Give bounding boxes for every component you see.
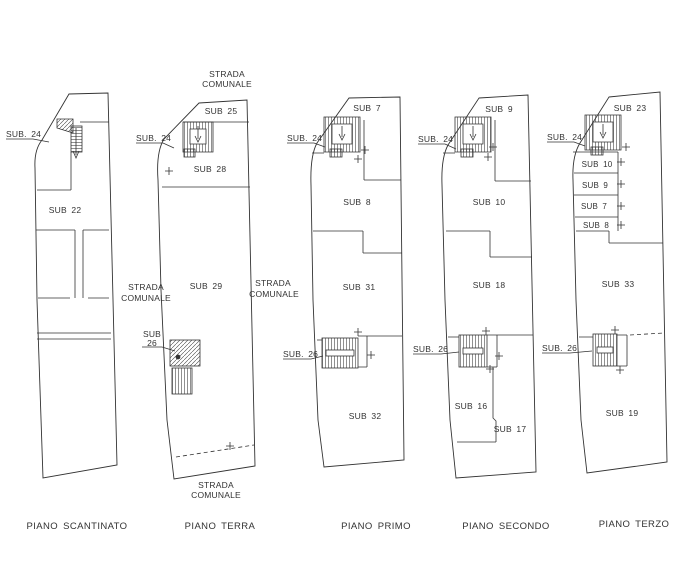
plan5-dashed-line [630,333,664,335]
stair-arrow-p5 [600,124,606,138]
room-label-sub7-p3: SUB 7 [353,103,381,113]
stair-stub-p3 [330,149,342,157]
survey-cross-p2-edge [165,167,173,175]
floor-title-terzo: PIANO TERZO [598,519,670,530]
room-label-sub29: SUB 29 [189,281,223,291]
stair-mid-p2-upper [170,340,200,366]
floor-title-terra: PIANO TERRA [184,521,256,532]
plan5-sub24-leader [547,142,585,146]
street-label-mid-line2: COMUNALE [249,289,299,299]
street-label-bottom-line1: STRADA [198,480,234,490]
floor-title-secondo: PIANO SECONDO [462,521,550,532]
stair-stub-p5 [591,147,603,155]
leader-label-sub26-p4: SUB. 26 [413,344,449,354]
street-label-left-line1: STRADA [128,282,164,292]
stair-winder-p1 [57,119,73,133]
plan2-dashed-line [176,445,254,457]
plan2-sub24-leader [136,143,174,148]
plan-piano-secondo [413,95,550,532]
stair-flight-p1 [71,126,82,152]
survey-crosses-p3 [354,146,375,359]
room-label-sub19: SUB 19 [605,408,639,418]
plan3-walls [312,120,402,367]
room-label-sub10-p5: SUB 10 [581,160,613,169]
room-label-sub8-p5: SUB 8 [582,221,610,230]
room-label-sub32: SUB 32 [348,411,382,421]
room-label-sub7-p5: SUB 7 [580,202,608,211]
room-label-sub22: SUB 22 [48,205,82,215]
floor-title-scantinato: PIANO SCANTINATO [26,521,128,532]
leader-label-sub26-p2-line1: SUB [142,329,162,339]
street-label-mid-line1: STRADA [255,278,291,288]
room-label-sub9-p5: SUB 9 [581,181,609,190]
room-label-sub17: SUB 17 [493,424,527,434]
room-label-sub9-p4: SUB 9 [485,104,513,114]
leader-label-sub26-p2-line2: 26 [147,338,157,348]
plan4-sub24-leader [418,144,456,149]
room-label-sub18: SUB 18 [472,280,506,290]
street-label-top-line2: COMUNALE [202,79,252,89]
floor-title-primo: PIANO PRIMO [341,521,411,532]
room-label-sub33: SUB 33 [601,279,635,289]
stair-stub-p2 [184,149,195,157]
plan-piano-scantinato [6,93,127,532]
leader-label-sub24-p1: SUB. 24 [6,129,42,139]
plan-piano-terra [121,69,255,532]
plan3-sub24-leader [287,143,325,147]
leader-label-sub24-p2: SUB. 24 [136,133,172,143]
leader-label-sub24-p3: SUB. 24 [287,133,323,143]
room-label-sub16: SUB 16 [454,401,488,411]
leader-label-sub26-p3: SUB. 26 [283,349,319,359]
stair-arrow-p4 [470,126,476,140]
stair-mid-p5-landing [597,347,613,353]
leader-label-sub26-p5: SUB. 26 [542,343,578,353]
street-label-left-line2: COMUNALE [121,293,171,303]
stair-stub-p4 [461,149,473,157]
room-label-sub31: SUB 31 [342,282,376,292]
street-label-bottom-line2: COMUNALE [191,490,241,500]
stair-mid-p2-lower [172,368,192,394]
plan1-walls [36,122,111,339]
street-label-top-line1: STRADA [209,69,245,79]
leader-label-sub24-p4: SUB. 24 [418,134,454,144]
leader-label-sub24-p5: SUB. 24 [547,132,583,142]
room-label-sub10-p4: SUB 10 [472,197,506,207]
plan-piano-primo [249,97,411,532]
stair-mid-p3-landing [326,350,354,356]
stair-arrow-p3 [339,126,345,140]
room-label-sub8-p3: SUB 8 [343,197,371,207]
room-label-sub23: SUB 23 [613,103,647,113]
room-label-sub28: SUB 28 [193,164,227,174]
stair-mid-p4-landing [463,348,483,354]
plan-piano-terzo [542,92,669,530]
stair-mid-p2-dot [176,355,181,360]
room-label-sub25: SUB 25 [204,106,238,116]
